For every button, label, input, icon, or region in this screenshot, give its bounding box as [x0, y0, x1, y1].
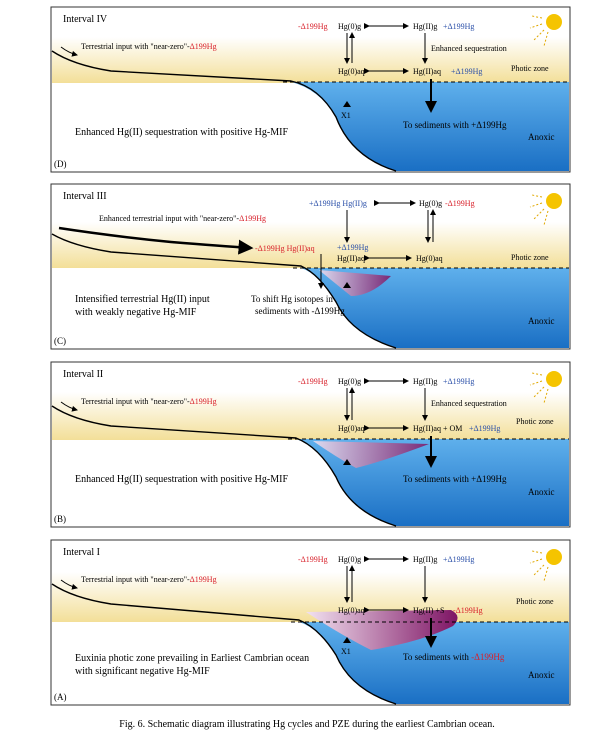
photic-zone-label: Photic zone	[516, 597, 554, 606]
panel-description: with weakly negative Hg-MIF	[75, 307, 197, 318]
input-label: Terrestrial input with "near-zero"-Δ199Hg	[81, 397, 217, 406]
gas-blue-mif: +Δ199Hg	[443, 377, 475, 386]
hg0-gas: Hg(0)g	[338, 555, 362, 564]
gas-red-mif: -Δ199Hg	[445, 199, 475, 208]
figure-caption: Fig. 6. Schematic diagram illustrating Hg cycles and PZE during the earliest Cambrian ocean.	[119, 719, 495, 730]
hg0-aqueous: Hg(0)aq	[338, 67, 365, 76]
anoxic-label: Anoxic	[528, 316, 555, 326]
process-label: Enhanced sequestration	[431, 44, 507, 53]
hg0-gas: Hg(0)g	[419, 199, 443, 208]
hg0-aqueous: Hg(0)aq	[338, 606, 365, 615]
aqueous-blue-mif: +Δ199Hg	[469, 424, 501, 433]
gas-red-mif: -Δ199Hg	[298, 377, 328, 386]
input-label: Enhanced terrestrial input with "near-zero"-Δ199Hg	[99, 214, 267, 223]
shift-label-1: To shift Hg isotopes in	[251, 294, 333, 304]
interval-label: Interval II	[63, 369, 104, 380]
hgii-gas: Hg(II)g	[413, 22, 438, 31]
anoxic-label: Anoxic	[528, 132, 555, 142]
input-label: Terrestrial input with "near-zero"-Δ199Hg	[81, 575, 217, 584]
photic-zone-label: Photic zone	[516, 417, 554, 426]
hg0-gas: Hg(0)g	[338, 377, 362, 386]
panel-a	[51, 540, 570, 705]
input-label: Terrestrial input with "near-zero"-Δ199Hg	[81, 42, 217, 51]
photic-zone-label: Photic zone	[511, 253, 549, 262]
hg0-gas: Hg(0)g	[338, 22, 362, 31]
interval-label: Interval III	[63, 191, 107, 202]
aqueous-blue-mif: +Δ199Hg	[337, 243, 369, 252]
sediments-label: To sediments with -Δ199Hg	[403, 652, 505, 662]
gas-red-mif: -Δ199Hg	[298, 555, 328, 564]
sediments-label: To sediments with +Δ199Hg	[403, 120, 507, 130]
interval-label: Interval I	[63, 547, 100, 558]
panel-letter: (C)	[54, 336, 66, 346]
gas-blue-mif: +Δ199Hg	[443, 22, 475, 31]
aqueous-blue-mif: +Δ199Hg	[451, 67, 483, 76]
panel-description: with significant negative Hg-MIF	[75, 666, 210, 677]
hgii-aqueous: Hg(II)aq + OM	[413, 424, 463, 433]
hgii-gas: Hg(II)g	[413, 377, 438, 386]
anoxic-label: Anoxic	[528, 487, 555, 497]
hgii-gas-blue: +Δ199Hg Hg(II)g	[309, 199, 367, 208]
panel-d	[51, 7, 570, 172]
x1-label: X1	[341, 111, 351, 120]
photic-zone-label: Photic zone	[511, 64, 549, 73]
panel-description: Enhanced Hg(II) sequestration with positive Hg-MIF	[75, 474, 289, 485]
hgii-gas: Hg(II)g	[413, 555, 438, 564]
hg0-aqueous: Hg(0)aq	[338, 424, 365, 433]
anoxic-label: Anoxic	[528, 670, 555, 680]
x1-label: X1	[341, 647, 351, 656]
process-label: Enhanced sequestration	[431, 399, 507, 408]
aqueous-red-mif: -Δ199Hg	[453, 606, 483, 615]
panel-letter: (B)	[54, 514, 66, 524]
panel-b	[51, 362, 570, 527]
interval-label: Interval IV	[63, 14, 108, 25]
gas-blue-mif: +Δ199Hg	[443, 555, 475, 564]
aqueous-red-mif: -Δ199Hg Hg(II)aq	[255, 244, 315, 253]
panel-description: Euxinia photic zone prevailing in Earliest Cambrian ocean	[75, 653, 310, 664]
panel-c	[51, 184, 570, 349]
sediments-label: To sediments with +Δ199Hg	[403, 474, 507, 484]
hg0-aqueous: Hg(0)aq	[416, 254, 443, 263]
panel-description: Enhanced Hg(II) sequestration with positive Hg-MIF	[75, 127, 289, 138]
panel-letter: (A)	[54, 692, 67, 702]
panel-letter: (D)	[54, 159, 67, 169]
panel-description: Intensified terrestrial Hg(II) input	[75, 294, 210, 305]
gas-red-mif: -Δ199Hg	[298, 22, 328, 31]
hgii-aqueous: Hg(II)aq	[413, 67, 441, 76]
hgii-aqueous: Hg(II)aq	[337, 254, 365, 263]
hgii-aqueous: Hg(II) +S	[413, 606, 445, 615]
shift-label-2: sediments with -Δ199Hg	[255, 306, 345, 316]
